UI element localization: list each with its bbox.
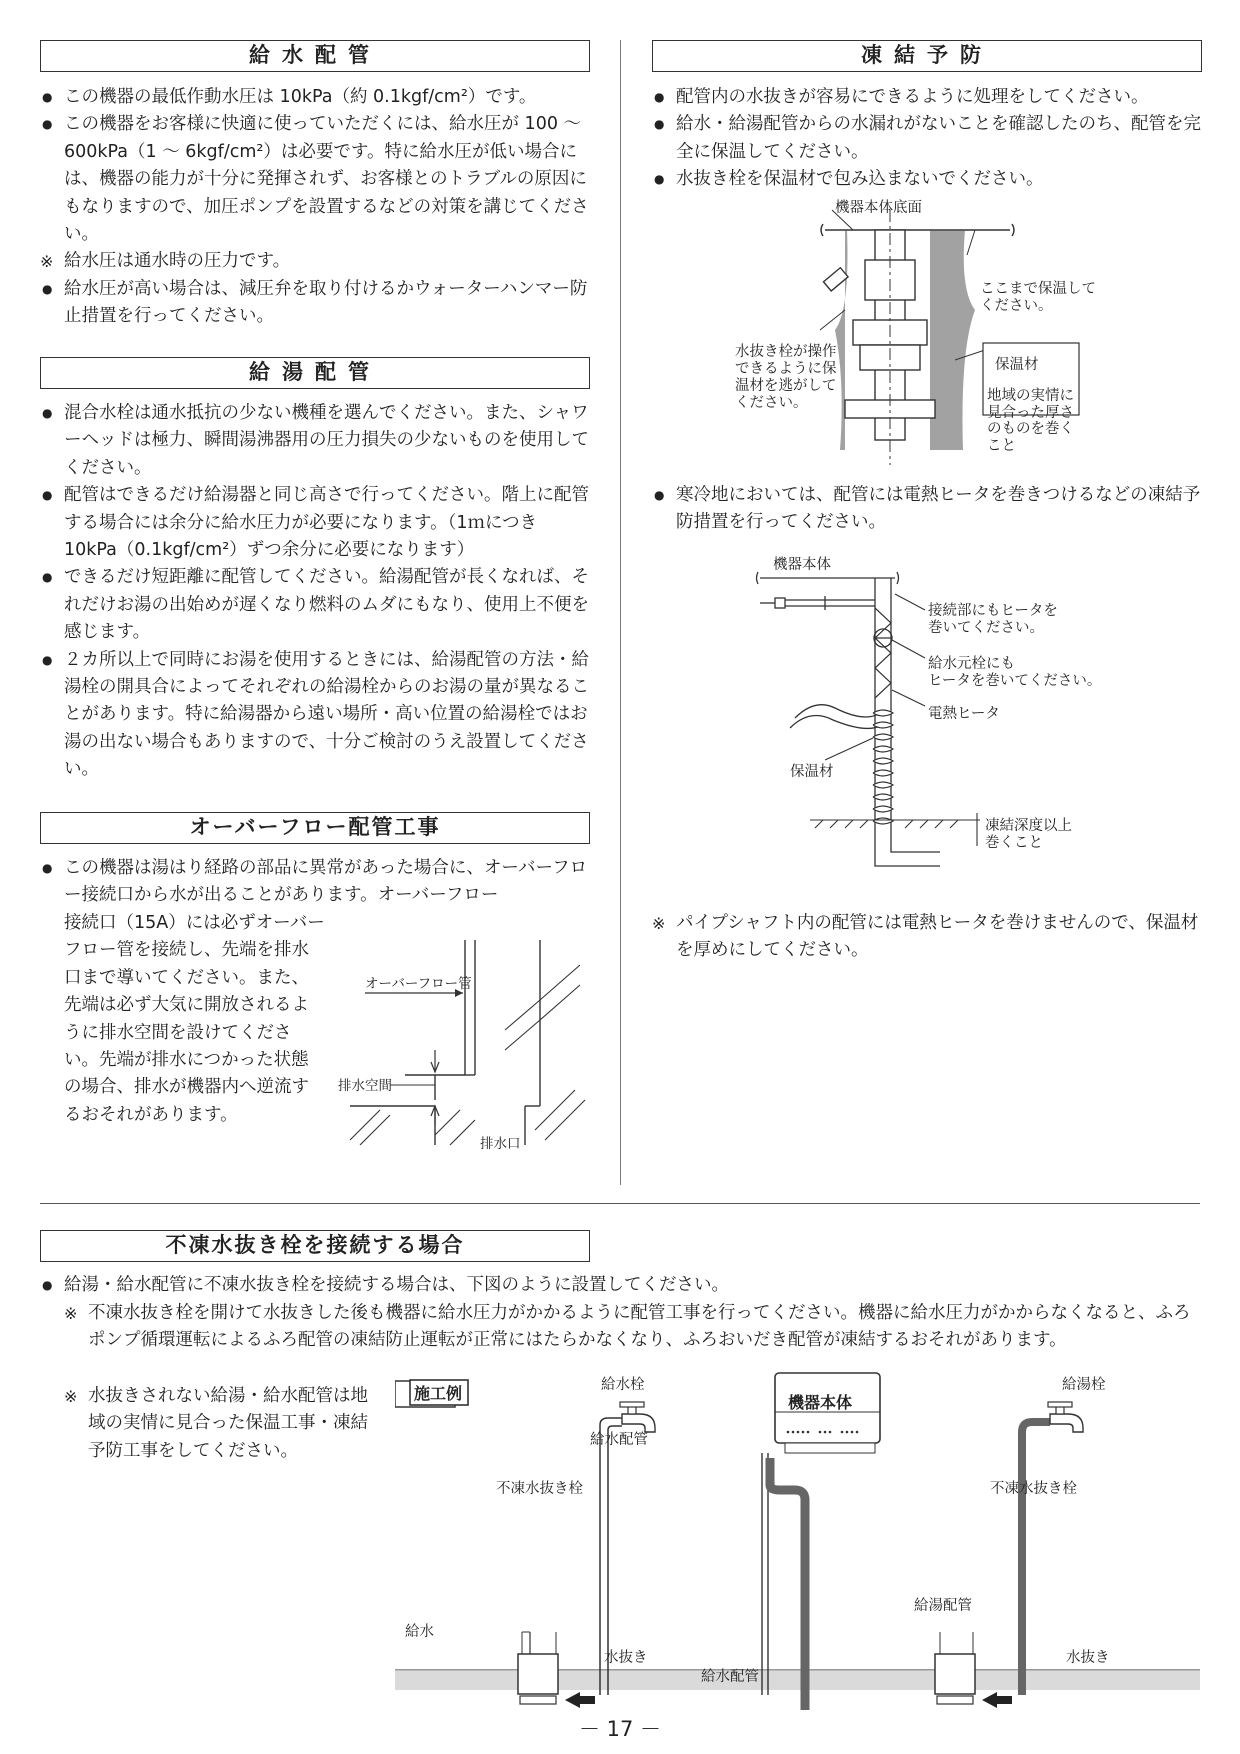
water-supply-list — [40, 84, 592, 331]
unit-label: 機器本体 — [788, 1393, 853, 1412]
list-item: ● 水抜き栓を保温材で包み込まないでください。 — [652, 166, 1204, 193]
column-divider — [620, 40, 621, 1185]
water-supply-heading: 給水配管 — [40, 40, 590, 72]
overflow-pipe-label: オーバーフロー管 — [365, 976, 472, 992]
freeze-heading: 凍結予防 — [652, 40, 1202, 72]
page-number: － 17 － — [578, 1717, 662, 1741]
list-item: ● できるだけ短距離に配管してください。給湯配管が長くなれば、それだけお湯の出始めが遅くなり燃料のムダにもなり、使用上不便を感じます。 — [40, 564, 592, 646]
cold-pipe-up-label: 給水配管 — [590, 1432, 648, 1448]
supply-label: 給水 — [405, 1624, 434, 1640]
antifreeze-list — [40, 1272, 1205, 1299]
antifreeze-valves-and-pipes — [390, 1370, 1205, 1710]
overflow-list — [40, 855, 592, 910]
hot-pipe-label: 給湯配管 — [914, 1598, 972, 1614]
unit-bottom-label: 機器本体底面 — [835, 200, 922, 216]
freeze-note — [652, 910, 1204, 965]
cold-tap-label: 給水栓 — [601, 1377, 645, 1393]
overflow-body: 接続口（15A）には必ずオーバーフロー管を接続し、先端を排水口まで導いてください。また、先端は必ず大気に開放されるように排水空間を設けてください。先端が排水につかった状態の場合、排水が機器内へ逆流するおそれがあります。 — [64, 913, 325, 1125]
freeze-list-2 — [652, 482, 1204, 537]
antifreeze-right-label: 不凍水抜き栓 — [990, 1481, 1077, 1497]
note-item: ※ 不凍水抜き栓を開けて水抜きした後も機器に給水圧力がかかるように配管工事を行ってください。機器に給水圧力がかからなくなると、ふろポンプ循環運転によるふろ配管の凍結防止運転が正常にはたらかなくなり、ふろおいだき配管が凍結するおそれがあります。 — [64, 1300, 1204, 1355]
drain-outlet-label: 排水口 — [480, 1136, 521, 1152]
antifreeze-left-label: 不凍水抜き栓 — [496, 1481, 583, 1497]
antifreeze-note-2 — [64, 1383, 384, 1465]
drain-gap-label: 排水空間 — [338, 1078, 392, 1094]
cold-pipe-bottom-label: 給水配管 — [701, 1669, 759, 1685]
list-item: ● 配管はできるだけ給湯器と同じ高さで行ってください。階上に配管する場合には余分に給水圧力が必要になります。（1ｍにつき 10kPa（0.1kgf/cm²）ずつ余分に必要になります） — [40, 482, 592, 564]
overflow-diagram — [335, 930, 595, 1160]
antifreeze-heading: 不凍水抜き栓を接続する場合 — [40, 1230, 590, 1262]
antifreeze-note-1 — [64, 1300, 1204, 1355]
list-item: ● この機器は湯はり経路の部品に異常があった場合に、オーバーフロー接続口から水が出ることがあります。オーバーフロー — [40, 855, 592, 910]
insulation-label-2: 保温材 — [790, 764, 834, 780]
list-item: ● 給水圧が高い場合は、減圧弁を取り付けるかウォーターハンマー防止措置を行ってください。 — [40, 276, 592, 331]
insulation-label: 保温材 — [995, 357, 1039, 373]
unit-body-label: 機器本体 — [773, 557, 831, 573]
insulate-to-label: ここまで保温して ください。 — [980, 281, 1096, 314]
list-item: ● 配管内の水抜きが容易にできるように処理をしてください。 — [652, 84, 1204, 111]
example-label: 施工例 — [414, 1384, 463, 1403]
hot-water-heading: 給湯配管 — [40, 357, 590, 389]
electric-heater-label: 電熱ヒータ — [928, 706, 1000, 722]
note-item: ※ パイプシャフト内の配管には電熱ヒータを巻けませんので、保温材を厚めにしてください。 — [652, 910, 1204, 965]
list-item: ● 寒冷地においては、配管には電熱ヒータを巻きつけるなどの凍結予防措置を行ってください。 — [652, 482, 1204, 537]
insulation-thickness-note: 地域の実情に 見合った厚さ のものを巻く こと — [987, 388, 1074, 454]
drain-cock-label: 水抜き栓が操作 できるように保 温材を逃がして ください。 — [735, 344, 837, 411]
hot-water-list — [40, 400, 592, 784]
joint-heater-label: 接続部にもヒータを 巻いてください。 — [928, 603, 1058, 636]
drain-right-label: 水抜き — [1066, 1650, 1110, 1666]
overflow-heading: オーバーフロー配管工事 — [40, 812, 590, 844]
frost-depth-label: 凍結深度以上 巻くこと — [985, 818, 1072, 851]
note-item: ※ 給水圧は通水時の圧力です。 — [40, 248, 592, 275]
list-item: ● ２カ所以上で同時にお湯を使用するときには、給湯配管の方法・給湯栓の開具合によってそれぞれの給湯栓からのお湯の量が異なることがあります。特に給湯器から遠い場所・高い位置の給湯栓ではお湯の出ない場合もありますので、十分ご検討のうえ設置してください。 — [40, 647, 592, 784]
list-item: ● 混合水栓は通水抵抗の少ない機種を選んでください。また、シャワーヘッドは極力、瞬間湯沸器用の圧力損失の少ないものを使用してください。 — [40, 400, 592, 482]
section-divider — [40, 1203, 1200, 1204]
list-item: ● この機器の最低作動水圧は 10kPa（約 0.1kgf/cm²）です。 — [40, 84, 592, 111]
valve-heater-label: 給水元栓にも ヒータを巻いてください。 — [928, 656, 1102, 689]
list-item: ● 給水・給湯配管からの水漏れがないことを確認したのち、配管を完全に保温してください。 — [652, 111, 1204, 166]
freeze-list — [652, 84, 1204, 194]
list-item: ● 給湯・給水配管に不凍水抜き栓を接続する場合は、下図のように設置してください。 — [40, 1272, 1205, 1299]
list-item: ● この機器をお客様に快適に使っていただくには、給水圧が 100 ～ 600kPa（1 ～ 6kgf/cm²）は必要です。特に給水圧が低い場合には、機器の能力が十分に発揮されず、お客様とのトラブルの原因にもなりますので、加圧ポンプを設置するなどの対策を講じてください。 — [40, 111, 592, 248]
drain-left-label: 水抜き — [604, 1650, 648, 1666]
note-item: ※ 水抜きされない給湯・給水配管は地域の実情に見合った保温工事・凍結予防工事をしてください。 — [64, 1383, 384, 1465]
hot-tap-label: 給湯栓 — [1062, 1377, 1106, 1393]
